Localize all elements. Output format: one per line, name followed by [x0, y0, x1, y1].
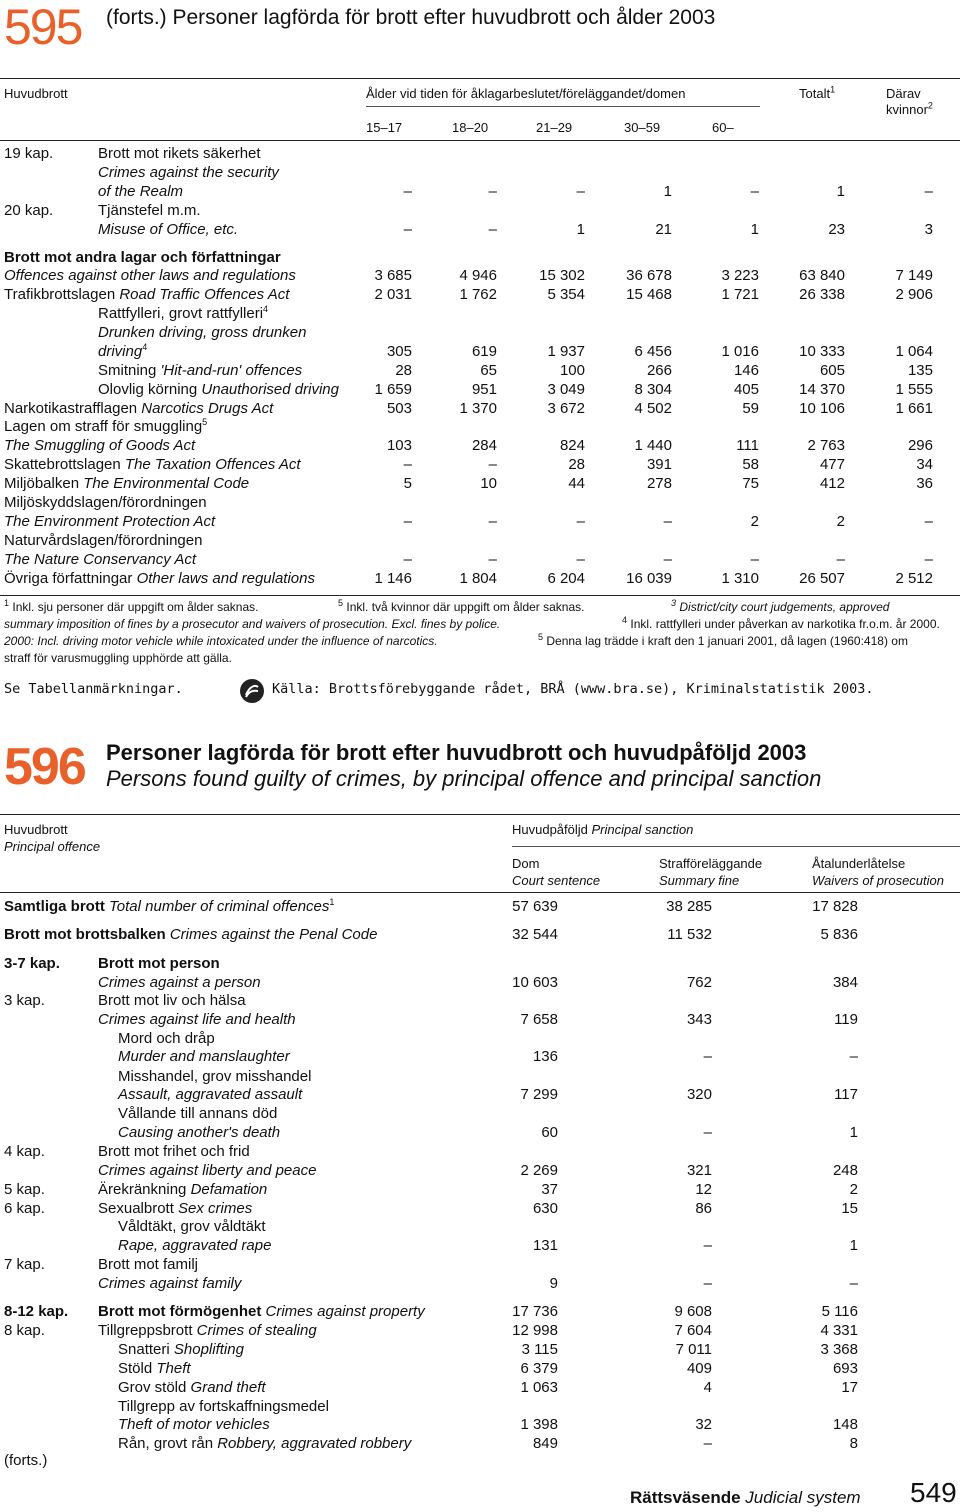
cell-value: 477: [819, 456, 845, 473]
cell-value: –: [663, 513, 672, 530]
col-header-fine-en: Summary fine: [659, 873, 740, 888]
cell-value: 26 507: [799, 570, 845, 587]
footnote-4b: 2000: Incl. driving motor vehicle while intoxicated under the influence of narcotics.: [4, 634, 438, 648]
row-label: Brott mot frihet och frid: [98, 1143, 250, 1160]
cell-value: –: [403, 513, 412, 530]
cell-value: –: [750, 551, 759, 568]
col-header-total: Totalt$^1$: [799, 84, 836, 101]
cell-value: 36 678: [626, 267, 672, 284]
cell-value: –: [703, 1275, 712, 1292]
cell-value: 2 906: [895, 286, 933, 303]
cell-value: –: [703, 1124, 712, 1141]
row-label: The Smuggling of Goods Act: [4, 437, 196, 454]
cell-value: 1: [849, 1237, 858, 1254]
cell-value: –: [488, 513, 497, 530]
cell-value: 11 532: [667, 926, 712, 943]
row-label: Brott mot andra lagar och författningar: [4, 249, 281, 266]
cell-value: 7 149: [895, 267, 933, 284]
cell-value: 148: [832, 1416, 858, 1433]
cell-value: 119: [834, 1011, 858, 1028]
cell-value: 5 116: [821, 1303, 858, 1320]
row-label: Causing another's death: [118, 1124, 281, 1141]
row-label: Crimes against family: [98, 1275, 242, 1292]
cell-value: 23: [828, 221, 845, 238]
cell-value: 2: [836, 513, 845, 530]
age-header: 21–29: [536, 120, 573, 135]
col-header-fine-sv: Strafföreläggande: [659, 856, 763, 871]
cell-value: 2 031: [374, 286, 412, 303]
row-label: Stöld Theft: [118, 1360, 191, 1377]
cell-value: 1 063: [520, 1379, 558, 1396]
cell-value: 10 106: [799, 400, 845, 417]
cell-value: 266: [646, 362, 672, 379]
cell-value: 1: [663, 183, 672, 200]
chapter-label: 20 kap.: [4, 202, 54, 219]
cell-value: 278: [646, 475, 672, 492]
cell-value: 2 763: [807, 437, 845, 454]
cell-value: 1 398: [520, 1416, 558, 1433]
cell-value: 1 310: [721, 570, 759, 587]
cell-value: 1 370: [459, 400, 497, 417]
col-header-waiver-sv: Åtalunderlåtelse: [812, 856, 906, 871]
row-label: The Environment Protection Act: [4, 513, 216, 530]
row-label: Misuse of Office, etc.: [98, 221, 239, 238]
footnote-2: $^5$ Inkl. två kvinnor där uppgift om ålder saknas.: [338, 598, 585, 614]
cell-value: 15 468: [626, 286, 672, 303]
row-label: Tjänstefel m.m.: [98, 202, 201, 219]
row-label: Olovlig körning Unauthorised driving: [98, 381, 339, 398]
cell-value: 1: [849, 1124, 858, 1141]
cell-value: 26 338: [799, 286, 845, 303]
cell-value: 1 659: [374, 381, 412, 398]
cell-value: 849: [532, 1435, 558, 1452]
chapter-label: 7 kap.: [4, 1256, 45, 1273]
row-label: Vållande till annans död: [118, 1105, 278, 1122]
row-label: Murder and manslaughter: [118, 1048, 290, 1065]
col-header-sanction: Huvudpåföljd Principal sanction: [512, 822, 694, 837]
row-label: Tillgreppsbrott Crimes of stealing: [98, 1322, 317, 1339]
row-label: Assault, aggravated assault: [118, 1086, 303, 1103]
row-label: driving$^4$: [98, 342, 148, 360]
age-header: 15–17: [366, 120, 403, 135]
cell-value: 503: [386, 400, 412, 417]
cell-value: 117: [834, 1086, 858, 1103]
chapter-label: 6 kap.: [4, 1200, 45, 1217]
row-label: of the Realm: [98, 183, 184, 200]
col-header-offence-sv: Huvudbrott: [4, 822, 68, 837]
cell-value: –: [703, 1237, 712, 1254]
row-label: Brott mot person: [98, 955, 220, 972]
cell-value: –: [849, 1275, 858, 1292]
cell-value: –: [663, 551, 672, 568]
cell-value: 1: [576, 221, 585, 238]
row-label: Offences against other laws and regulations: [4, 267, 296, 284]
cell-value: 21: [655, 221, 672, 238]
cell-value: 6 456: [634, 343, 672, 360]
cell-value: 75: [742, 475, 759, 492]
cell-value: 63 840: [799, 267, 845, 284]
cell-value: –: [576, 551, 585, 568]
col-header-waiver-en: Waivers of prosecution: [812, 873, 944, 888]
cell-value: 60: [541, 1124, 558, 1141]
cell-value: 2 512: [895, 570, 933, 587]
cell-value: 3 685: [374, 267, 412, 284]
cell-value: 38 285: [666, 898, 712, 915]
chapter-label: 4 kap.: [4, 1143, 45, 1160]
cell-value: 1 064: [895, 343, 933, 360]
cell-value: 1 721: [721, 286, 759, 303]
cell-value: –: [703, 1048, 712, 1065]
scb-logo-icon: [240, 679, 264, 703]
footnote-3a: $^3$ District/city court judgements, approved: [671, 598, 890, 614]
cell-value: 3: [924, 221, 933, 238]
row-label: The Nature Conservancy Act: [4, 551, 197, 568]
cell-value: 284: [471, 437, 497, 454]
cell-value: 7 658: [520, 1011, 558, 1028]
row-label: Rape, aggravated rape: [118, 1237, 272, 1254]
row-label: Crimes against the security: [98, 164, 279, 181]
cell-value: –: [488, 456, 497, 473]
cell-value: 3 368: [820, 1341, 858, 1358]
cell-value: 146: [733, 362, 759, 379]
cell-value: 248: [832, 1162, 858, 1179]
row-label: Crimes against life and health: [98, 1011, 296, 1028]
cell-value: 2 269: [520, 1162, 558, 1179]
row-label: Snatteri Shoplifting: [118, 1341, 244, 1358]
row-label: Miljöbalken The Environmental Code: [4, 475, 250, 492]
row-label: Sexualbrott Sex crimes: [98, 1200, 253, 1217]
cell-value: 12 998: [512, 1322, 558, 1339]
cell-value: 762: [686, 974, 712, 991]
cell-value: 17 828: [812, 898, 858, 915]
row-label: Brott mot brottsbalken Crimes against the Penal Code: [4, 926, 378, 943]
cell-value: 630: [532, 1200, 558, 1217]
cell-value: 7 299: [520, 1086, 558, 1103]
row-label: Brott mot familj: [98, 1256, 199, 1273]
cell-value: 9: [549, 1275, 558, 1292]
cell-value: 3 223: [721, 267, 759, 284]
row-label: Crimes against a person: [98, 974, 261, 991]
footnote-5b: straff för varusmuggling upphörde att gälla.: [4, 651, 232, 665]
cell-value: 17: [841, 1379, 858, 1396]
chapter-label: 8-12 kap.: [4, 1303, 69, 1320]
cell-value: 1: [836, 183, 845, 200]
cell-value: –: [576, 183, 585, 200]
cell-value: 9 608: [674, 1303, 712, 1320]
cell-value: 131: [532, 1237, 558, 1254]
cell-value: 4 331: [820, 1322, 858, 1339]
row-label: Naturvårdslagen/förordningen: [4, 532, 203, 549]
cell-value: 10 333: [799, 343, 845, 360]
row-label: Brott mot rikets säkerhet: [98, 145, 261, 162]
chapter-label: 8 kap.: [4, 1322, 45, 1339]
source-text: Källa: Brottsförebyggande rådet, BRÅ (www.bra.se), Kriminalstatistik 2003.: [272, 681, 874, 697]
cell-value: –: [488, 183, 497, 200]
cell-value: 605: [819, 362, 845, 379]
cell-value: 619: [471, 343, 497, 360]
cell-value: 1 146: [374, 570, 412, 587]
row-label: Miljöskyddslagen/förordningen: [4, 494, 207, 511]
cell-value: 12: [695, 1181, 712, 1198]
cell-value: 5 836: [820, 926, 858, 943]
cell-value: –: [403, 221, 412, 238]
row-label: Rattfylleri, grovt rattfylleri$^4$: [98, 304, 269, 322]
row-label: Narkotikastrafflagen Narcotics Drugs Act: [4, 400, 274, 417]
row-label: Crimes against liberty and peace: [98, 1162, 317, 1179]
page-number: 549: [910, 1477, 957, 1508]
cell-value: 1 661: [895, 400, 933, 417]
cell-value: –: [849, 1048, 858, 1065]
cell-value: 693: [832, 1360, 858, 1377]
cell-value: 1 555: [895, 381, 933, 398]
row-label: Brott mot förmögenhet Crimes against property: [98, 1303, 425, 1320]
cell-value: 4 946: [459, 267, 497, 284]
row-label: Tillgrepp av fortskaffningsmedel: [118, 1398, 329, 1415]
col-header-age: Ålder vid tiden för åklagarbeslutet/föreläggandet/domen: [366, 86, 686, 101]
cell-value: 111: [736, 437, 759, 454]
row-label: Smitning 'Hit-and-run' offences: [98, 362, 303, 379]
cell-value: 2: [750, 513, 759, 530]
cell-value: 405: [733, 381, 759, 398]
cell-value: 32 544: [512, 926, 558, 943]
table-title-596-sv: Personer lagförda för brott efter huvudbrott och huvudpåföljd 2003: [106, 740, 807, 765]
cell-value: 6 379: [520, 1360, 558, 1377]
cell-value: 135: [907, 362, 933, 379]
cell-value: 17 736: [512, 1303, 558, 1320]
cell-value: 412: [819, 475, 845, 492]
cell-value: 14 370: [799, 381, 845, 398]
cell-value: 343: [686, 1011, 712, 1028]
cell-value: –: [576, 513, 585, 530]
cell-value: –: [750, 183, 759, 200]
cell-value: 65: [480, 362, 497, 379]
cell-value: 1 804: [459, 570, 497, 587]
row-label: Mord och dråp: [118, 1030, 215, 1047]
cell-value: 58: [742, 456, 759, 473]
see-notes: Se Tabellanmärkningar.: [4, 681, 183, 697]
col-header-court-en: Court sentence: [512, 873, 601, 888]
chapter-label: 19 kap.: [4, 145, 54, 162]
row-label: Misshandel, grov misshandel: [118, 1068, 312, 1085]
cell-value: 57 639: [512, 898, 558, 915]
cell-value: –: [924, 551, 933, 568]
cell-value: 86: [695, 1200, 712, 1217]
cell-value: –: [403, 456, 412, 473]
col-header-main: Huvudbrott: [4, 86, 68, 101]
cell-value: 1 016: [721, 343, 759, 360]
cell-value: 3 672: [547, 400, 585, 417]
cell-value: –: [924, 183, 933, 200]
row-label: Trafikbrottslagen Road Traffic Offences Act: [4, 286, 290, 303]
row-label: Övriga författningar Other laws and regulations: [4, 570, 315, 587]
cell-value: 5: [403, 475, 412, 492]
cell-value: 59: [742, 400, 759, 417]
row-label: Grov stöld Grand theft: [118, 1379, 266, 1396]
footnote-3b: summary imposition of fines by a prosecutor and waivers of prosecution. Excl. fines by police.: [4, 617, 501, 631]
cell-value: 28: [568, 456, 585, 473]
row-label: Samtliga brott Total number of criminal offences$^1$: [4, 897, 335, 915]
cell-value: 37: [541, 1181, 558, 1198]
row-label: Våldtäkt, grov våldtäkt: [118, 1218, 266, 1235]
continued-note: (forts.): [4, 1452, 48, 1469]
cell-value: 15 302: [539, 267, 585, 284]
cell-value: 10: [480, 475, 497, 492]
cell-value: 3 049: [547, 381, 585, 398]
table-number-596: 596: [4, 738, 85, 796]
cell-value: 3 115: [521, 1341, 558, 1358]
cell-value: 320: [686, 1086, 712, 1103]
cell-value: 44: [568, 475, 585, 492]
cell-value: 103: [386, 437, 412, 454]
cell-value: 36: [916, 475, 933, 492]
cell-value: 1 937: [547, 343, 585, 360]
cell-value: 7 011: [675, 1341, 712, 1358]
cell-value: 384: [832, 974, 858, 991]
chapter-label: 3 kap.: [4, 992, 45, 1009]
row-label: Ärekränkning Defamation: [98, 1181, 268, 1198]
row-label: Brott mot liv och hälsa: [98, 992, 246, 1009]
cell-value: 391: [646, 456, 672, 473]
row-label: Rån, grovt rån Robbery, aggravated robbery: [118, 1435, 412, 1452]
cell-value: 28: [395, 362, 412, 379]
row-label: Skattebrottslagen The Taxation Offences Act: [4, 456, 301, 473]
table-title-595: (forts.) Personer lagförda för brott efter huvudbrott och ålder 2003: [106, 6, 716, 29]
cell-value: 136: [532, 1048, 558, 1065]
row-label: Drunken driving, gross drunken: [98, 324, 307, 341]
chapter-label: 3-7 kap.: [4, 955, 60, 972]
cell-value: 4 502: [634, 400, 672, 417]
chapter-label: 5 kap.: [4, 1181, 45, 1198]
cell-value: 305: [386, 343, 412, 360]
cell-value: 8: [849, 1435, 858, 1452]
footnote-4a: $^4$ Inkl. rattfylleri under påverkan av narkotika fr.o.m. år 2000.: [622, 615, 940, 631]
table-title-596-en: Persons found guilty of crimes, by principal offence and principal sanction: [106, 766, 822, 791]
footnote-1: $^1$ Inkl. sju personer där uppgift om ålder saknas.: [4, 598, 259, 614]
cell-value: 824: [559, 437, 585, 454]
cell-value: 34: [916, 456, 933, 473]
cell-value: 1 762: [459, 286, 497, 303]
cell-value: 100: [559, 362, 585, 379]
cell-value: 1: [750, 221, 759, 238]
row-label: Theft of motor vehicles: [118, 1416, 270, 1433]
cell-value: 4: [703, 1379, 712, 1396]
cell-value: 6 204: [547, 570, 585, 587]
col-header-offence-en: Principal offence: [4, 839, 101, 854]
cell-value: –: [836, 551, 845, 568]
age-header: 18–20: [452, 120, 489, 135]
cell-value: –: [403, 551, 412, 568]
table-number-595: 595: [4, 0, 82, 55]
cell-value: –: [703, 1435, 712, 1452]
cell-value: –: [488, 551, 497, 568]
row-label: Lagen om straff för smuggling$^5$: [4, 417, 208, 435]
cell-value: 296: [907, 437, 933, 454]
cell-value: 951: [471, 381, 497, 398]
cell-value: 409: [686, 1360, 712, 1377]
cell-value: –: [403, 183, 412, 200]
cell-value: 7 604: [674, 1322, 712, 1339]
cell-value: –: [488, 221, 497, 238]
cell-value: 16 039: [626, 570, 672, 587]
cell-value: 1 440: [634, 437, 672, 454]
footer-section: Rättsväsende Judicial system: [630, 1488, 861, 1507]
cell-value: 5 354: [547, 286, 585, 303]
cell-value: 32: [695, 1416, 712, 1433]
age-header: 30–59: [624, 120, 661, 135]
cell-value: 15: [841, 1200, 858, 1217]
cell-value: 8 304: [634, 381, 672, 398]
col-header-court-sv: Dom: [512, 856, 540, 871]
col-header-women: Därav: [886, 86, 921, 101]
cell-value: 10 603: [512, 974, 558, 991]
cell-value: 321: [686, 1162, 712, 1179]
col-header-women-2: kvinnor$^2$: [886, 100, 933, 117]
age-header: 60–: [712, 120, 734, 135]
footnote-5a: $^5$ Denna lag trädde i kraft den 1 januari 2001, då lagen (1960:418) om: [538, 632, 908, 648]
cell-value: –: [924, 513, 933, 530]
cell-value: 2: [849, 1181, 858, 1198]
